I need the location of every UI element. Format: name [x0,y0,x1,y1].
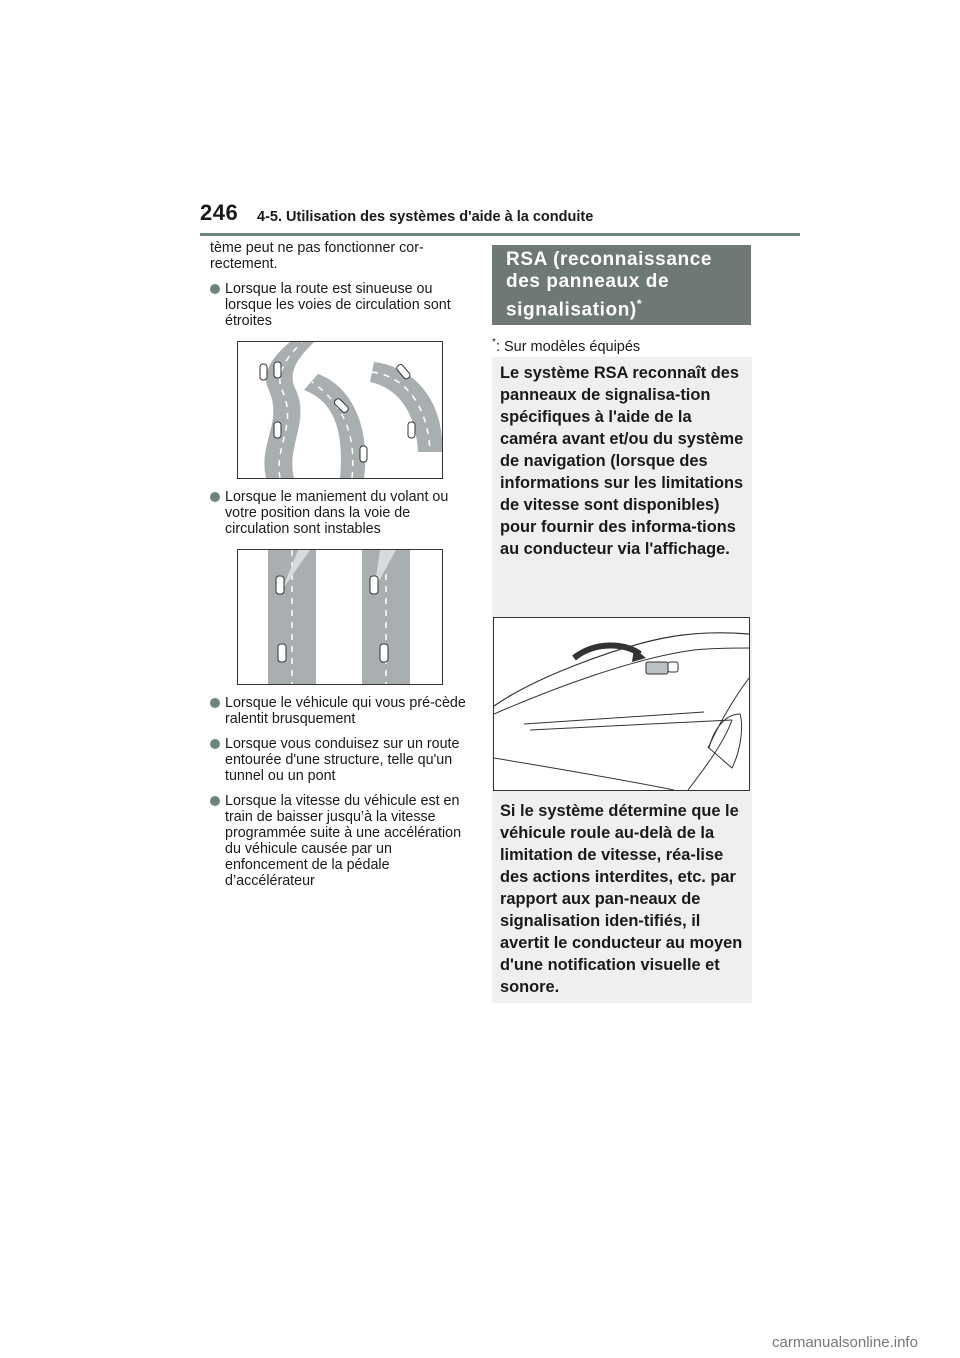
bullet-text: Lorsque le véhicule qui vous pré-cède ralentit brusquement [225,695,466,727]
bullet-text: Lorsque le maniement du volant ou votre position dans la voie de circulation sont instables [225,489,449,537]
bullet-item [210,695,472,727]
camera-sensor-icon [646,662,668,674]
bullet-dot-icon [210,284,220,294]
section-title: 4-5. Utilisation des systèmes d'aide à la conduite [257,209,594,225]
rsa-section-banner [492,245,751,325]
windshield-camera-drawing [494,618,749,790]
bullet-dot-icon [210,492,220,502]
curved-road-illustration [237,341,443,479]
bullet-text: Lorsque la vitesse du véhicule est en train de baisser jusqu’à la vitesse programmée suite à une accélération du véhicule causée par un enfoncement de la pédale d’accélérateur [225,793,462,889]
lane-drift-illustration [237,549,443,685]
bullet-dot-icon [210,698,220,708]
bullet-item [210,736,472,784]
watermark: carmanualsonline.info [772,1334,918,1351]
rsa-warning-text: Si le système détermine que le véhicule roule au-delà de la limitation de vitesse, réa-lise des actions interdites, etc. par rapport aux pan-neaux de signalisation iden-tifiés, il avertit le conducteur au moyen d'une notification visuelle et sonore. [500,802,743,996]
bullet-text: Lorsque vous conduisez sur un route entourée d'une structure, telle qu'un tunnel ou un pont [225,736,460,784]
rsa-banner-asterisk: * [636,297,643,311]
rsa-intro-text: Le système RSA reconnaît des panneaux de signalisa-tion spécifiques à l'aide de la caméra avant et/ou du système de navigation (lorsque des informations sur les limitations de vitesse sont disponibles) pour fournir des informa-tions au conducteur via l'affichage. [500,364,744,558]
footnote-asterisk: * [492,337,496,348]
bullet-text: Lorsque la route est sinueuse ou lorsque les voies de circulation sont étroites [225,281,451,329]
page-number: 246 [200,200,239,225]
bullet-dot-icon [210,796,220,806]
left-column [210,240,472,889]
lane-drift-drawing [238,550,442,684]
bullet-item [210,793,472,889]
footnote [492,337,640,355]
rsa-banner-title: RSA (reconnaissance des panneaux de signalisation) [506,249,713,321]
continuation-text: tème peut ne pas fonctionner cor-rectement. [210,240,424,272]
header-rule [200,233,800,236]
bullet-item [210,489,472,537]
curved-road-drawing [238,342,442,478]
bullet-item [210,281,472,329]
windshield-camera-illustration [493,617,750,791]
footnote-text: : Sur modèles équipés [495,338,641,355]
bullet-dot-icon [210,739,220,749]
